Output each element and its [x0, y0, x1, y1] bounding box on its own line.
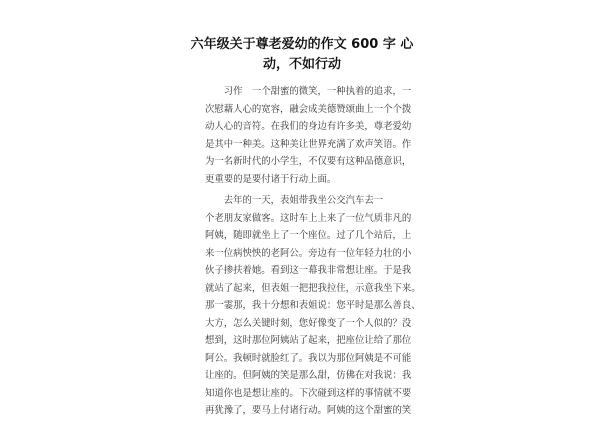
- text-line: 伙子掺扶着她。看到这一幕我非常想让座。于是我: [205, 265, 412, 276]
- text-line: 想到，这时那位阿姨站了起来，把座位让给了那位: [205, 335, 412, 346]
- text-line: 是其中一种美。这种美让世界充满了欢声笑语。作: [205, 138, 412, 150]
- text-line: 个老朋友家做客。这时车上上来了一位气质非凡的: [205, 212, 412, 224]
- text-line: 让座的。但阿姨的笑是那么甜，仿佛在对我说：我: [205, 370, 412, 381]
- document-body: [205, 83, 421, 424]
- title-line: 动，不如行动: [262, 57, 341, 72]
- text-line: 次慰藉人心的宽容，融会成美德赞颂曲上一个个拨: [205, 103, 412, 115]
- text-line: 再犹豫了，要马上付诸行动。阿姨的这个甜蜜的笑: [205, 405, 412, 416]
- text-line: 就站了起来，但表姐一把把我拉住，示意我坐下来。: [205, 282, 421, 294]
- text-line: 大方，怎么关键时刻，您好像变了一个人似的？没: [205, 317, 412, 329]
- text-line: 知道你也是想让座的。下次碰到这样的事情就不要: [205, 387, 412, 399]
- text-line: 为一名新时代的小学生，不仅要有这种品德意识，: [205, 156, 412, 167]
- text-line: 来一位病怏怏的老阿公。旁边有一位年轻力壮的小: [205, 247, 412, 259]
- text-line: 习作 一个甜蜜的微笑，一种执着的追求，一: [205, 86, 412, 97]
- paragraph-1: [205, 83, 412, 188]
- text-line: 阿姨，随即就坐上了一个座位。过了几个站后，上: [205, 230, 412, 241]
- text-line: 去年的一天，表姐带我坐公交汽车去一: [205, 195, 384, 206]
- text-line: 更重要的是要付诸于行动上面。: [205, 173, 337, 185]
- text-line: 那一霎那，我十分想和表姐说：您平时是那么善良、: [205, 300, 421, 311]
- text-line: 动人心的音符。在我们的身边有许多美，尊老爱幼: [205, 121, 412, 132]
- text-line: 阿公。我顿时就脸红了。我以为那位阿姨是不可能: [205, 352, 412, 364]
- title-line: 六年级关于尊老爱幼的作文 600 字 心: [190, 37, 414, 52]
- document-title: [190, 35, 414, 75]
- paragraph-2: [205, 192, 421, 420]
